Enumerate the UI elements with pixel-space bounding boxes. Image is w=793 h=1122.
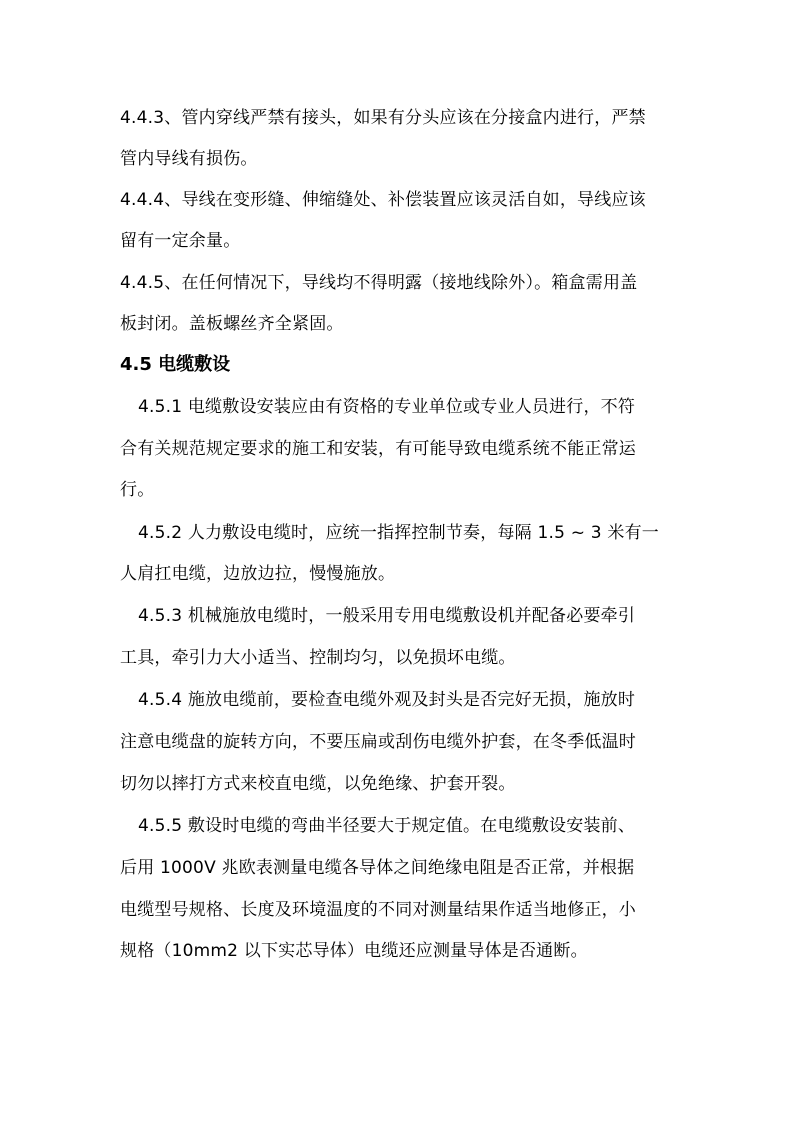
paragraph-4-4-3-line-2: 管内导线有损伤。 (120, 149, 258, 169)
section-heading-4-5: 4.5 电缆敷设 (120, 354, 231, 375)
paragraph-4-5-5-line-2: 后用 1000V 兆欧表测量电缆各导体之间绝缘电阻是否正常，并根据 (120, 858, 635, 878)
paragraph-4-5-1-line-2: 合有关规范规定要求的施工和安装，有可能导致电缆系统不能正常运 (120, 439, 636, 459)
paragraph-4-4-3-line-1: 4.4.3、管内穿线严禁有接头，如果有分头应该在分接盒内进行，严禁 (120, 108, 646, 128)
paragraph-4-5-3-line-2: 工具，牵引力大小适当、控制均匀，以免损坏电缆。 (120, 648, 516, 668)
paragraph-4-5-1-line-3: 行。 (120, 480, 155, 500)
paragraph-4-4-4-line-1: 4.4.4、导线在变形缝、伸缩缝处、补偿装置应该灵活自如，导线应该 (120, 190, 646, 210)
paragraph-4-5-1-line-1: 4.5.1 电缆敷设安装应由有资格的专业单位或专业人员进行，不符 (138, 397, 636, 417)
paragraph-4-5-4-line-3: 切勿以摔打方式来校直电缆，以免绝缘、护套开裂。 (120, 774, 516, 794)
paragraph-4-5-2-line-1: 4.5.2 人力敷设电缆时，应统一指挥控制节奏，每隔 1.5 ~ 3 米有一 (138, 523, 659, 543)
paragraph-4-5-3-line-1: 4.5.3 机械施放电缆时，一般采用专用电缆敷设机并配备必要牵引 (138, 606, 636, 626)
paragraph-4-5-5-line-3: 电缆型号规格、长度及环境温度的不同对测量结果作适当地修正，小 (120, 900, 636, 920)
paragraph-4-4-4-line-2: 留有一定余量。 (120, 231, 241, 251)
paragraph-4-5-4-line-1: 4.5.4 施放电缆前，要检查电缆外观及封头是否完好无损，施放时 (138, 690, 636, 710)
paragraph-4-5-4-line-2: 注意电缆盘的旋转方向，不要压扁或刮伤电缆外护套，在冬季低温时 (120, 732, 636, 752)
paragraph-4-4-5-line-1: 4.4.5、在任何情况下，导线均不得明露（接地线除外）。箱盒需用盖 (120, 273, 638, 293)
paragraph-4-5-5-line-4: 规格（10mm2 以下实芯导体）电缆还应测量导体是否通断。 (120, 941, 588, 961)
paragraph-4-5-5-line-1: 4.5.5 敷设时电缆的弯曲半径要大于规定值。在电缆敷设安装前、 (138, 816, 636, 836)
paragraph-4-5-2-line-2: 人肩扛电缆，边放边拉，慢慢施放。 (120, 564, 396, 584)
paragraph-4-4-5-line-2: 板封闭。盖板螺丝齐全紧固。 (120, 314, 344, 334)
